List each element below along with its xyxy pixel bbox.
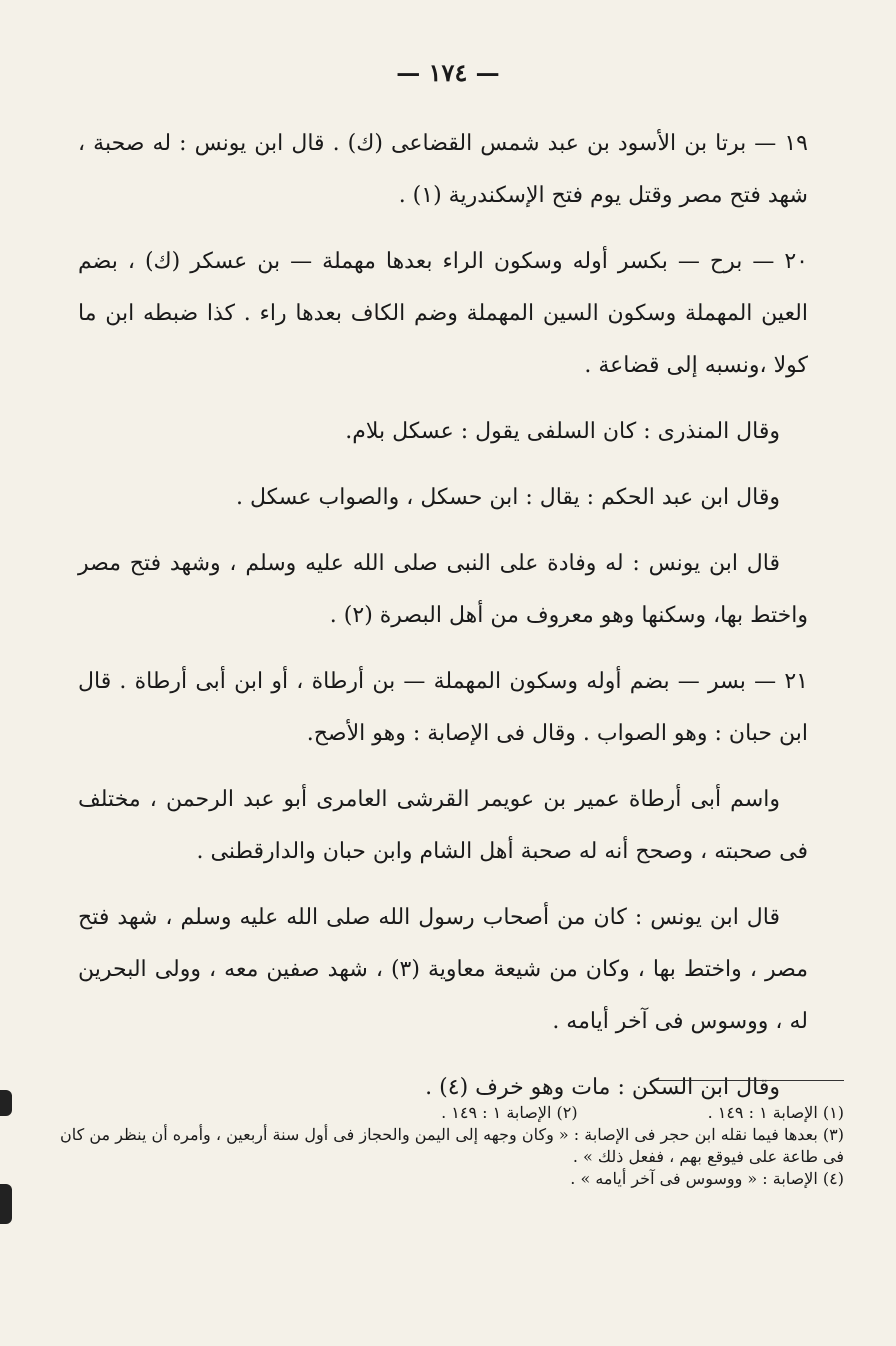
entry-21-ibn-sakan: وقال ابن السكن : مات وهو خرف (٤) . (425, 1075, 780, 1100)
footnote-3: (٣) بعدها فيما نقله ابن حجر فى الإصابة : « وكان وجهه إلى اليمن والحجاز فى أول سنة أربعين ، وأمره أن ينظر من كان فى طاعة على فيوقع بهم ، ففعل ذلك » . (60, 1125, 844, 1166)
scan-edge-mark (0, 1090, 12, 1116)
footnote-2: (٢) الإصابة ١ : ١٤٩ . (441, 1103, 578, 1122)
entry-20: ٢٠ — برح — بكسر أوله وسكون الراء بعدها مهملة — بن عسكر (ك) ، بضم العين المهملة وسكون السين المهملة وضم الكاف بعدها راء . كذا ضبطه ابن ما كولا ،ونسبه إلى قضاعة . (78, 249, 808, 378)
entry-20-abd-al-hakam: وقال ابن عبد الحكم : يقال : ابن حسكل ، والصواب عسكل . (236, 485, 780, 510)
footnotes (54, 1102, 844, 1190)
entry-20-mundhiri: وقال المنذرى : كان السلفى يقول : عسكل بلام. (345, 419, 780, 444)
footnote-4: (٤) الإصابة : « ووسوس فى آخر أيامه » . (570, 1169, 844, 1188)
page-number: — ١٧٤ — (396, 58, 500, 87)
entry-21-ibn-yunus: قال ابن يونس : كان من أصحاب رسول الله صلى الله عليه وسلم ، شهد فتح مصر ، واختط بها ، وكان من شيعة معاوية (٣) ، شهد صفين معه ، وولى البحرين له ، ووسوس فى آخر أيامه . (78, 905, 808, 1034)
footnote-1: (١) الإصابة ١ : ١٤٩ . (707, 1103, 844, 1122)
entry-21-name: واسم أبى أرطاة عمير بن عويمر القرشى العامرى أبو عبد الرحمن ، مختلف فى صحبته ، وصحح أنه له صحبة أهل الشام وابن حبان والدارقطنى . (78, 787, 808, 864)
scan-edge-mark (0, 1184, 12, 1224)
entry-20-ibn-yunus: قال ابن يونس : له وفادة على النبى صلى الله عليه وسلم ، وشهد فتح مصر واختط بها، وسكنها وهو معروف من أهل البصرة (٢) . (78, 551, 808, 628)
entry-21: ٢١ — بسر — بضم أوله وسكون المهملة — بن أرطاة ، أو ابن أبى أرطاة . قال ابن حبان : وهو الصواب . وقال فى الإصابة : وهو الأصح. (78, 669, 808, 746)
footnote-row-1-2 (54, 1102, 844, 1124)
entry-19: ١٩ — برتا بن الأسود بن عبد شمس القضاعى (ك) . قال ابن يونس : له صحبة ، شهد فتح مصر وقتل يوم فتح الإسكندرية (١) . (78, 131, 808, 208)
main-text (78, 118, 808, 1128)
footnote-divider (654, 1080, 844, 1081)
